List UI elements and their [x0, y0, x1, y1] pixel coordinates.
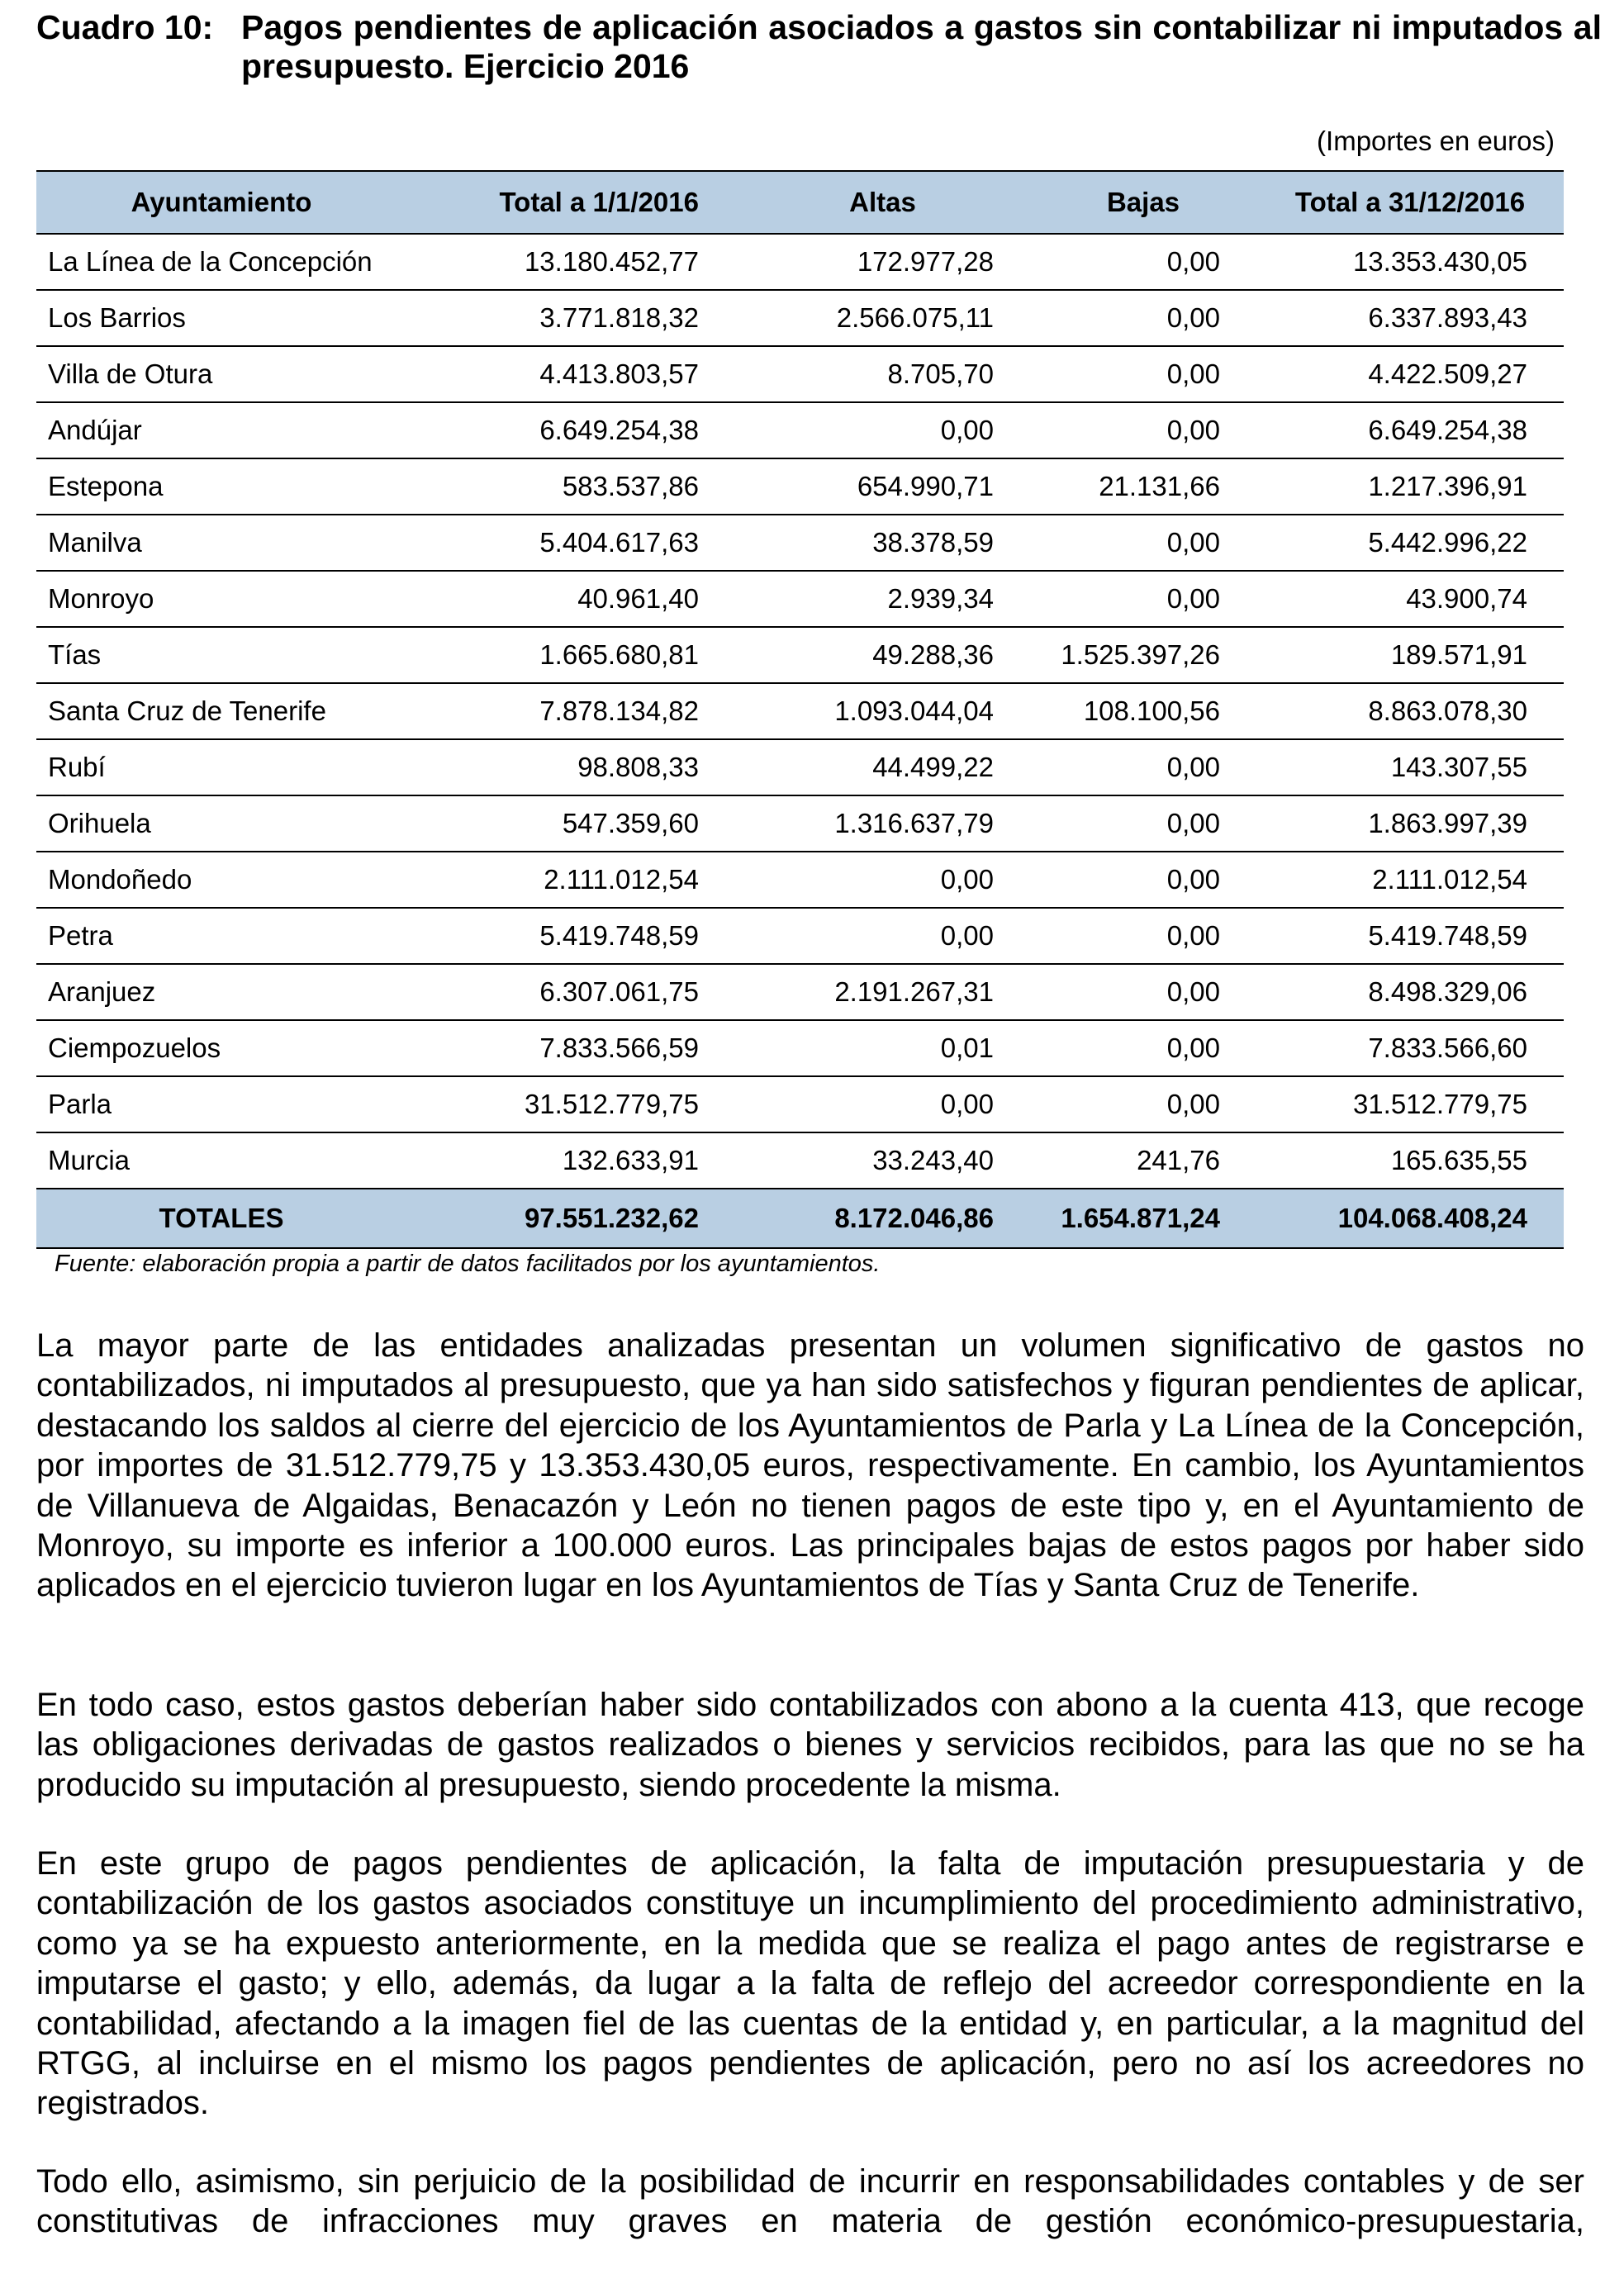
cell-bajas: 0,00: [1030, 515, 1256, 571]
cell-total-inicio: 40.961,40: [406, 571, 735, 627]
total-cell-altas: 8.172.046,86: [735, 1189, 1030, 1248]
cell-ayuntamiento: Parla: [36, 1076, 406, 1132]
table-row: [36, 683, 1564, 739]
cell-total-fin: 5.419.748,59: [1256, 908, 1564, 964]
cell-bajas: 0,00: [1030, 1020, 1256, 1076]
cell-ayuntamiento: Andújar: [36, 402, 406, 458]
cell-total-inicio: 6.649.254,38: [406, 402, 735, 458]
units-note: (Importes en euros): [1317, 126, 1555, 156]
cell-altas: 44.499,22: [735, 739, 1030, 795]
cell-total-inicio: 6.307.061,75: [406, 964, 735, 1020]
cell-ayuntamiento: Los Barrios: [36, 290, 406, 346]
cell-bajas: 0,00: [1030, 290, 1256, 346]
cell-altas: 8.705,70: [735, 346, 1030, 402]
caption-number: Cuadro 10:: [36, 8, 214, 46]
cell-bajas: 0,00: [1030, 234, 1256, 290]
table-row: [36, 627, 1564, 683]
header-altas: Altas: [735, 171, 1030, 234]
table-row: [36, 402, 1564, 458]
cell-ayuntamiento: Manilva: [36, 515, 406, 571]
cell-total-fin: 8.863.078,30: [1256, 683, 1564, 739]
cell-total-fin: 7.833.566,60: [1256, 1020, 1564, 1076]
cell-bajas: 0,00: [1030, 1076, 1256, 1132]
cell-altas: 1.316.637,79: [735, 795, 1030, 852]
header-total-inicio: Total a 1/1/2016: [406, 171, 735, 234]
cell-ayuntamiento: Ciempozuelos: [36, 1020, 406, 1076]
cell-total-inicio: 583.537,86: [406, 458, 735, 515]
cell-bajas: 0,00: [1030, 571, 1256, 627]
header-ayuntamiento: Ayuntamiento: [36, 171, 406, 234]
cell-bajas: 1.525.397,26: [1030, 627, 1256, 683]
cell-total-inicio: 3.771.818,32: [406, 290, 735, 346]
cell-ayuntamiento: Petra: [36, 908, 406, 964]
cell-altas: 654.990,71: [735, 458, 1030, 515]
cell-altas: 2.566.075,11: [735, 290, 1030, 346]
paragraph-4: Todo ello, asimismo, sin perjuicio de la posibilidad de incurrir en responsabilidades contables y de ser constitutivas de infracciones muy graves en materia de gestión económico-presupuestaria,: [36, 2163, 1584, 2240]
table-row: [36, 1076, 1564, 1132]
cell-total-fin: 4.422.509,27: [1256, 346, 1564, 402]
cell-total-inicio: 5.419.748,59: [406, 908, 735, 964]
cell-total-inicio: 132.633,91: [406, 1132, 735, 1189]
cell-bajas: 21.131,66: [1030, 458, 1256, 515]
cell-total-inicio: 4.413.803,57: [406, 346, 735, 402]
table-caption: [36, 8, 1602, 86]
cell-altas: 0,00: [735, 908, 1030, 964]
cell-altas: 33.243,40: [735, 1132, 1030, 1189]
source-note: Fuente: elaboración propia a partir de datos facilitados por los ayuntamientos.: [55, 1251, 881, 1277]
cell-total-inicio: 5.404.617,63: [406, 515, 735, 571]
cell-total-inicio: 13.180.452,77: [406, 234, 735, 290]
cell-altas: 49.288,36: [735, 627, 1030, 683]
table-row: [36, 571, 1564, 627]
cell-bajas: 0,00: [1030, 346, 1256, 402]
table-row: [36, 458, 1564, 515]
cell-total-fin: 31.512.779,75: [1256, 1076, 1564, 1132]
cell-bajas: 0,00: [1030, 964, 1256, 1020]
cell-ayuntamiento: Villa de Otura: [36, 346, 406, 402]
table-row: [36, 964, 1564, 1020]
paragraph-3: En este grupo de pagos pendientes de aplicación, la falta de imputación presupuestaria y de contabilización de los gastos asociados constituye un incumplimiento del procedimiento administrativo, como ya se ha expuesto anteriormente, en la medida que se realiza el pago antes de registrarse e imputarse el gasto; y ello, además, da lugar a la falta de reflejo del acreedor correspondiente en la contabilidad, afectando a la imagen fiel de las cuentas de la entidad y, en particular, a la magnitud del RTGG, al incluirse en el mismo los pagos pendientes de aplicación, pero no así los acreedores no registrados.: [36, 1845, 1584, 2122]
cell-ayuntamiento: Estepona: [36, 458, 406, 515]
paragraph-2: En todo caso, estos gastos deberían haber sido contabilizados con abono a la cuenta 413, que recoge las obligaciones derivadas de gastos realizados o bienes y servicios recibidos, para las que no se ha producido su imputación al presupuesto, siendo procedente la misma.: [36, 1687, 1584, 1803]
table-body: [36, 234, 1564, 1248]
header-bajas: Bajas: [1030, 171, 1256, 234]
cell-bajas: 0,00: [1030, 852, 1256, 908]
cell-altas: 0,00: [735, 1076, 1030, 1132]
cell-bajas: 0,00: [1030, 908, 1256, 964]
cell-altas: 0,00: [735, 852, 1030, 908]
cell-bajas: 241,76: [1030, 1132, 1256, 1189]
cell-ayuntamiento: Santa Cruz de Tenerife: [36, 683, 406, 739]
cell-ayuntamiento: La Línea de la Concepción: [36, 234, 406, 290]
cell-altas: 38.378,59: [735, 515, 1030, 571]
table-row: [36, 234, 1564, 290]
cell-total-inicio: 1.665.680,81: [406, 627, 735, 683]
cell-total-fin: 43.900,74: [1256, 571, 1564, 627]
cell-total-inicio: 547.359,60: [406, 795, 735, 852]
cell-ayuntamiento: Tías: [36, 627, 406, 683]
cell-total-fin: 5.442.996,22: [1256, 515, 1564, 571]
cell-altas: 172.977,28: [735, 234, 1030, 290]
cell-total-fin: 143.307,55: [1256, 739, 1564, 795]
cell-total-fin: 1.863.997,39: [1256, 795, 1564, 852]
cell-total-inicio: 2.111.012,54: [406, 852, 735, 908]
cell-bajas: 0,00: [1030, 739, 1256, 795]
cell-bajas: 0,00: [1030, 402, 1256, 458]
total-cell-bajas: 1.654.871,24: [1030, 1189, 1256, 1248]
cell-altas: 1.093.044,04: [735, 683, 1030, 739]
cell-ayuntamiento: Orihuela: [36, 795, 406, 852]
table-row: [36, 1020, 1564, 1076]
cell-altas: 2.191.267,31: [735, 964, 1030, 1020]
cell-ayuntamiento: Mondoñedo: [36, 852, 406, 908]
totals-row: [36, 1189, 1564, 1248]
cell-bajas: 108.100,56: [1030, 683, 1256, 739]
total-cell-ayuntamiento: TOTALES: [36, 1189, 406, 1248]
table-row: [36, 346, 1564, 402]
table-row: [36, 290, 1564, 346]
table-row: [36, 908, 1564, 964]
header-total-fin: Total a 31/12/2016: [1256, 171, 1564, 234]
cell-total-fin: 8.498.329,06: [1256, 964, 1564, 1020]
cell-total-fin: 6.649.254,38: [1256, 402, 1564, 458]
table-row: [36, 515, 1564, 571]
cell-bajas: 0,00: [1030, 795, 1256, 852]
cell-total-fin: 2.111.012,54: [1256, 852, 1564, 908]
cell-ayuntamiento: Rubí: [36, 739, 406, 795]
table-row: [36, 739, 1564, 795]
cell-ayuntamiento: Murcia: [36, 1132, 406, 1189]
cell-total-fin: 13.353.430,05: [1256, 234, 1564, 290]
total-cell-total-fin: 104.068.408,24: [1256, 1189, 1564, 1248]
paragraph-1: La mayor parte de las entidades analizadas presentan un volumen significativo de gastos no contabilizados, ni imputados al presupuesto, que ya han sido satisfechos y figuran pendientes de aplicar, destacando los saldos al cierre del ejercicio de los Ayuntamientos de Parla y La Línea de la Concepción, por importes de 31.512.779,75 y 13.353.430,05 euros, respectivamente. En cambio, los Ayuntamientos de Villanueva de Algaidas, Benacazón y León no tienen pagos de este tipo y, en el Ayuntamiento de Monroyo, su importe es inferior a 100.000 euros. Las principales bajas de estos pagos por haber sido aplicados en el ejercicio tuvieron lugar en los Ayuntamientos de Tías y Santa Cruz de Tenerife.: [36, 1327, 1584, 1604]
cell-total-inicio: 98.808,33: [406, 739, 735, 795]
table-row: [36, 795, 1564, 852]
cell-altas: 2.939,34: [735, 571, 1030, 627]
cell-total-fin: 189.571,91: [1256, 627, 1564, 683]
cell-total-fin: 1.217.396,91: [1256, 458, 1564, 515]
cell-ayuntamiento: Aranjuez: [36, 964, 406, 1020]
cell-total-fin: 165.635,55: [1256, 1132, 1564, 1189]
payments-table: [36, 170, 1564, 1249]
table-row: [36, 852, 1564, 908]
cell-altas: 0,00: [735, 402, 1030, 458]
cell-total-inicio: 7.833.566,59: [406, 1020, 735, 1076]
table-header-row: [36, 171, 1564, 234]
cell-altas: 0,01: [735, 1020, 1030, 1076]
cell-ayuntamiento: Monroyo: [36, 571, 406, 627]
cell-total-fin: 6.337.893,43: [1256, 290, 1564, 346]
cell-total-inicio: 7.878.134,82: [406, 683, 735, 739]
cell-total-inicio: 31.512.779,75: [406, 1076, 735, 1132]
caption-title: Pagos pendientes de aplicación asociados a gastos sin contabilizar ni imputados al presupuesto. Ejercicio 2016: [241, 8, 1602, 85]
total-cell-total-inicio: 97.551.232,62: [406, 1189, 735, 1248]
table-row: [36, 1132, 1564, 1189]
